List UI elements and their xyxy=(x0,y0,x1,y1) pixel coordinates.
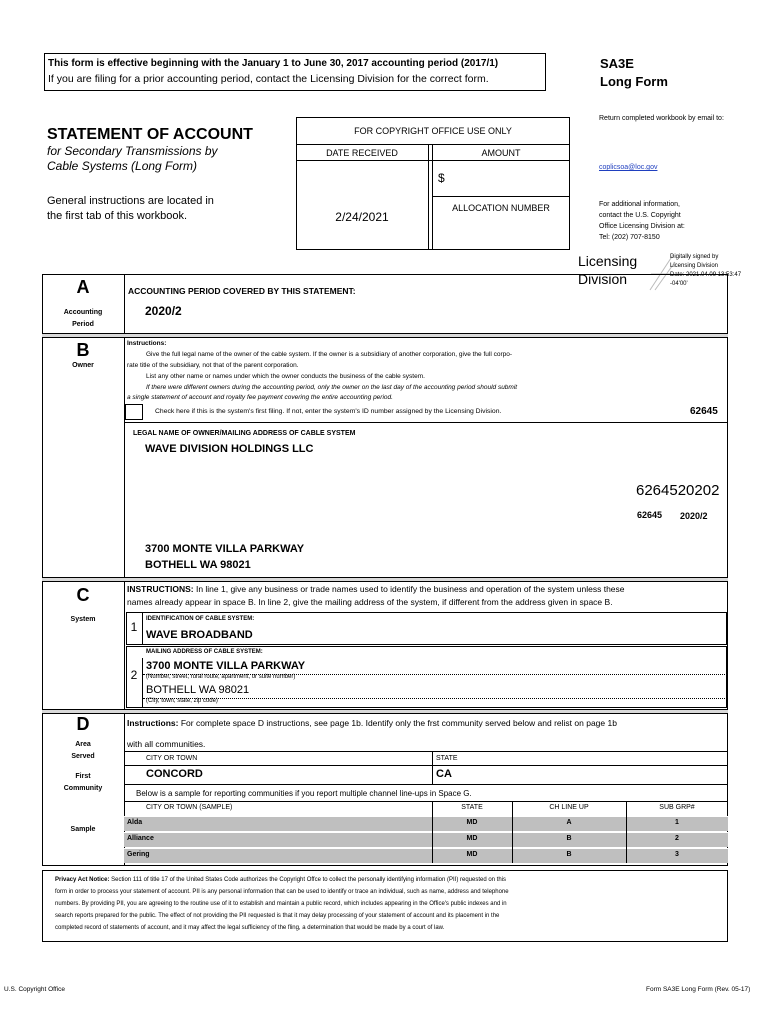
privacy-line-5: completed record of statements of account, and it may affect the legal sufficiency of the fling, a determination that would be made by a court of law. xyxy=(55,925,445,931)
system-street-hint: (Number, street, rural route, apartment, or suite number) xyxy=(146,674,296,680)
sample-note: Below is a sample for reporting communities if you report multiple channel line-ups in Space G. xyxy=(136,789,472,798)
sample-row-2-ch: B xyxy=(566,835,572,842)
privacy-line-2: form in order to process your statement of account. PII is any personal information that can be used to identify or trace an individual, such as name, address and telephone xyxy=(55,889,509,895)
statement-subtitle-1: for Secondary Transmissions by xyxy=(47,144,218,158)
first-community-label-1: First xyxy=(75,773,91,780)
system-line-2-label: MAILING ADDRESS OF CABLE SYSTEM: xyxy=(146,649,263,655)
sample-row-1-sub: 1 xyxy=(675,819,679,826)
info-line-1: For additional information, xyxy=(599,201,680,208)
sample-col-state: STATE xyxy=(461,804,483,811)
first-community-state[interactable]: CA xyxy=(436,768,452,780)
licensing-email[interactable]: coplicsoa@loc.gov xyxy=(599,164,658,171)
privacy-line-1 xyxy=(55,877,506,883)
legal-name-label: LEGAL NAME OF OWNER/MAILING ADDRESS OF CABLE SYSTEM xyxy=(133,430,356,437)
sample-col-subgrp: SUB GRP# xyxy=(659,804,695,811)
sample-row-2-city: Alliance xyxy=(127,835,154,842)
office-use-box xyxy=(296,117,570,250)
sample-row-3-ch: B xyxy=(566,851,572,858)
owner-address-line-2[interactable]: BOTHELL WA 98021 xyxy=(145,559,251,571)
cable-system-name[interactable]: WAVE BROADBAND xyxy=(146,629,253,641)
space-b-instr-5: a single statement of account and royalty fee payment covering the entire accounting period. xyxy=(127,394,393,401)
general-instructions-2: the first tab of this workbook. xyxy=(47,210,188,222)
first-community-label-2: Community xyxy=(63,785,103,792)
effective-line: This form is effective beginning with the January 1 to June 30, 2017 accounting period (2017/1) xyxy=(48,58,499,69)
privacy-lead: Privacy Act Notice: xyxy=(55,877,110,883)
sample-row-2-sub: 2 xyxy=(675,835,679,842)
office-use-heading: FOR COPYRIGHT OFFICE USE ONLY xyxy=(354,126,512,136)
privacy-line-3: numbers. By providing PII, you are agreeing to the routine use of it to establish and maintain a public record, which includes appearing in the Office's public indexes and in xyxy=(55,901,507,907)
system-mailing-street[interactable]: 3700 MONTE VILLA PARKWAY xyxy=(146,660,306,672)
space-c-instr-text: In line 1, give any business or trade names used to identify the business and operation of the system unless these xyxy=(193,584,625,594)
date-received-value[interactable]: 2/24/2021 xyxy=(335,210,389,224)
system-line-1-num: 1 xyxy=(130,620,138,634)
first-filing-checkbox[interactable] xyxy=(125,404,143,420)
signed-line-1: Digitally signed by xyxy=(670,254,719,260)
space-b-instr-4: If there were different owners during the accounting period, only the owner on the last day of the accounting period should submit xyxy=(146,384,518,391)
owner-code-period: 2020/2 xyxy=(680,511,708,521)
footer-form-revision: Form SA3E Long Form (Rev. 05-17) xyxy=(646,986,751,993)
sample-row-1-state: MD xyxy=(466,819,478,826)
sample-row-1-city: Alda xyxy=(127,819,143,826)
system-id-value[interactable]: 62645 xyxy=(690,406,718,417)
amount-dollar: $ xyxy=(438,171,445,185)
statement-title: STATEMENT OF ACCOUNT xyxy=(47,126,253,143)
signed-line-4: -04'00' xyxy=(670,281,688,287)
space-c-instr-2: names already appear in space B. In line 2, give the mailing address of the system, if different from the address given in space B. xyxy=(127,597,613,607)
owner-code-id: 62645 xyxy=(637,510,663,520)
space-c-instr-1 xyxy=(127,584,625,594)
accounting-period-value[interactable]: 2020/2 xyxy=(145,304,182,318)
signature-name-1: Licensing xyxy=(578,253,638,269)
space-b-instr-1: Give the full legal name of the owner of the cable system. If the owner is a subsidiary of another corporation, give the full corpo- xyxy=(146,351,512,358)
space-d-name-1: Area xyxy=(75,741,91,748)
info-line-2: contact the U.S. Copyright xyxy=(599,212,681,219)
sample-row-3-city: Gering xyxy=(127,851,150,858)
space-d-instr-lead: Instructions: xyxy=(127,718,179,728)
info-line-3: Office Licensing Division at: xyxy=(599,223,685,230)
sample-table xyxy=(124,801,728,862)
system-line-1-label: IDENTIFICATION OF CABLE SYSTEM: xyxy=(146,616,255,622)
space-b-instr-title: Instructions: xyxy=(127,340,167,347)
privacy-text-1: Section 111 of title 17 of the United States Code authorizes the Copyright Offce to collect the personally identifying information (PII) requested on this xyxy=(109,877,507,883)
system-line-2-num: 2 xyxy=(130,668,138,682)
info-line-4: Tel: (202) 707-8150 xyxy=(599,234,660,241)
system-city-hint: (City, town, state, zip code) xyxy=(146,698,218,704)
space-b-instr-2: rate title of the subsidiary, not that of the parent corporation. xyxy=(127,362,299,369)
first-filing-text: Check here if this is the system's first filing. If not, enter the system's ID number assigned by the Licensing Division. xyxy=(155,408,502,415)
sample-row-3-state: MD xyxy=(466,851,478,858)
return-instructions: Return completed workbook by email to: xyxy=(599,115,724,122)
space-b-instr-3: List any other name or names under which the owner conducts the business of the cable system. xyxy=(146,373,425,380)
space-a-name-1: Accounting xyxy=(63,309,103,316)
space-c-name: System xyxy=(70,616,96,623)
space-c-letter: C xyxy=(76,585,90,605)
space-d-instr-text: For complete space D instructions, see page 1b. Identify only the frst community served below and relist on page 1b xyxy=(178,718,617,728)
footer-office: U.S. Copyright Office xyxy=(4,986,65,993)
space-d-instr-1 xyxy=(127,718,617,728)
space-b-letter: B xyxy=(76,340,90,360)
space-c-instr-lead: INSTRUCTIONS: xyxy=(127,584,194,594)
owner-name-value[interactable]: WAVE DIVISION HOLDINGS LLC xyxy=(145,443,314,455)
system-mailing-city[interactable]: BOTHELL WA 98021 xyxy=(146,684,250,696)
space-d-letter: D xyxy=(76,714,90,734)
sample-row-2-state: MD xyxy=(466,835,478,842)
space-d-name-2: Served xyxy=(71,753,95,760)
statement-subtitle-2: Cable Systems (Long Form) xyxy=(47,159,198,173)
general-instructions-1: General instructions are located in xyxy=(47,195,214,207)
sample-row-3-sub: 3 xyxy=(675,851,679,858)
sample-col-city: CITY OR TOWN (SAMPLE) xyxy=(146,804,233,811)
sample-row-1-ch: A xyxy=(566,819,572,826)
owner-address-line-1[interactable]: 3700 MONTE VILLA PARKWAY xyxy=(145,543,305,555)
signed-line-3: Date: 2021.04.09 13:53:47 xyxy=(670,272,742,278)
space-a-letter: A xyxy=(76,277,90,297)
privacy-line-4: search reports prepared for the public. The effect of not providing the PII requested is that it may delay processing of your statement of account and its placement in the xyxy=(55,913,500,919)
state-column-label: STATE xyxy=(436,755,458,762)
sample-label: Sample xyxy=(70,826,96,833)
owner-code-large: 6264520202 xyxy=(636,482,720,499)
signed-line-2: Licensing Division xyxy=(670,263,719,269)
allocation-number-label: ALLOCATION NUMBER xyxy=(452,203,550,213)
form-name: Long Form xyxy=(600,74,668,89)
sample-col-chlineup: CH LINE UP xyxy=(549,804,589,811)
first-community-city[interactable]: CONCORD xyxy=(146,768,203,780)
city-column-label: CITY OR TOWN xyxy=(146,755,198,762)
signature-name-2: Division xyxy=(578,271,628,287)
space-d-instr-2: with all communities. xyxy=(127,739,206,749)
form-id: SA3E xyxy=(600,56,634,71)
space-a-name-2: Period xyxy=(72,321,94,328)
space-b-name: Owner xyxy=(72,362,94,369)
amount-label: AMOUNT xyxy=(481,148,521,158)
prior-period-line: If you are filing for a prior accounting period, contact the Licensing Division for the correct form. xyxy=(48,73,489,85)
accounting-period-heading: ACCOUNTING PERIOD COVERED BY THIS STATEMENT: xyxy=(128,286,356,296)
date-received-label: DATE RECEIVED xyxy=(326,148,398,158)
